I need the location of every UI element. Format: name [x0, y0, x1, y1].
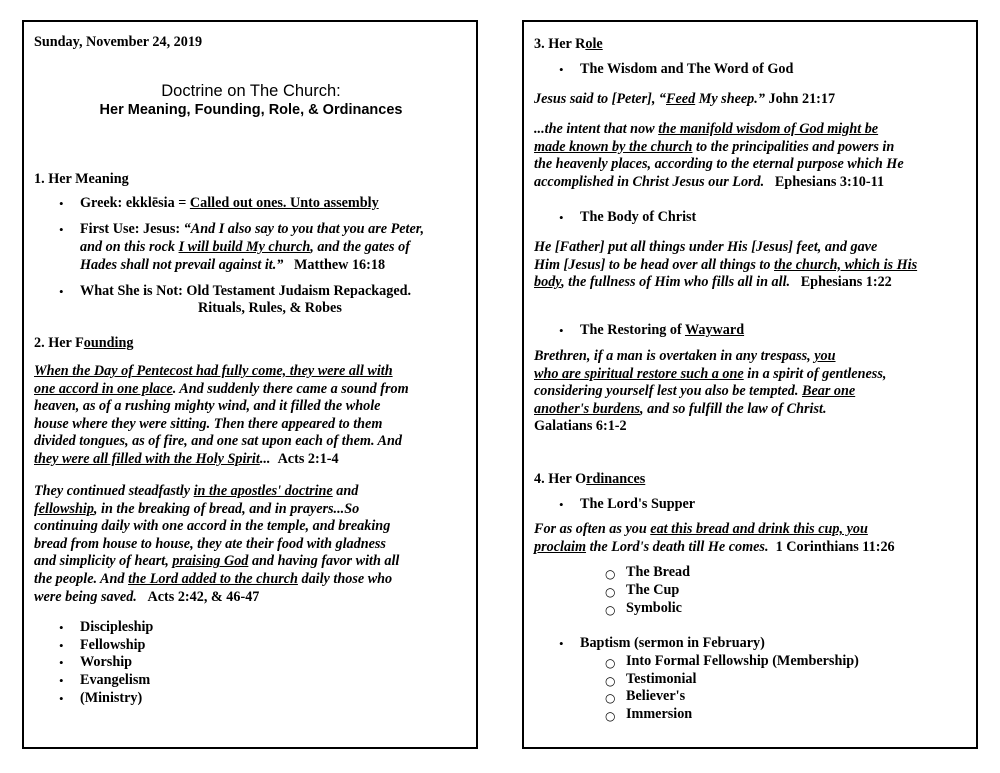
circle-bullet-icon: ○: [605, 674, 616, 688]
passage-line: they were all filled with the Holy Spirit... Acts 2:1-4: [34, 450, 339, 467]
first-use-line-2: and on this rock I will build My church, and the gates of: [80, 239, 410, 255]
supper-item: The Bread: [626, 564, 690, 580]
what-she-is-not: What She is Not: Old Testament Judaism Repackaged.: [80, 283, 412, 299]
passage-line: and simplicity of heart, praising God and having favor with all: [34, 553, 400, 570]
passage-line: Him [Jesus] to be head over all things to the church, which is His: [534, 256, 918, 273]
passage-line: divided tongues, as of fire, and one sat upon each of them. And: [34, 433, 402, 450]
ephesians-3-passage: [534, 121, 970, 191]
passage-line: When the Day of Pentecost had fully come, they were all with: [34, 363, 393, 379]
passage-line: fellowship, in the breaking of bread, and in prayers...So: [34, 500, 360, 517]
john-21-quote: Jesus said to [Peter], “Feed My sheep.” John 21:17: [534, 91, 836, 107]
passage-line: heaven, as of a rushing mighty wind, and it filled the whole: [34, 398, 381, 415]
passage-line: the heavenly places, according to the eternal purpose which He: [534, 156, 904, 173]
passage-line: the people. And the Lord added to the church daily those who: [34, 570, 393, 587]
first-use-line-1: First Use: Jesus: “And I also say to you that you are Peter,: [80, 221, 425, 237]
bullet-icon: •: [559, 497, 564, 512]
acts-2-passage: [34, 483, 470, 606]
passage-line: Brethren, if a man is overtaken in any trespass, you: [534, 348, 836, 364]
corinthians-11-passage: [534, 521, 970, 556]
passage-line: who are spiritual restore such a one in a spirit of gentleness,: [534, 365, 887, 382]
passage-line: For as often as you eat this bread and drink this cup, you: [534, 521, 868, 537]
passage-line: body, the fullness of Him who fills all in all. Ephesians 1:22: [534, 274, 892, 291]
what-she-is-not-detail: Rituals, Rules, & Robes: [198, 300, 342, 316]
bullet-icon: •: [559, 210, 564, 225]
ordinances-heading: 4. Her Ordinances: [534, 471, 646, 487]
lords-supper: The Lord's Supper: [580, 496, 696, 512]
galatians-6-passage: [534, 348, 970, 436]
bullet-icon: •: [559, 62, 564, 77]
meaning-heading: 1. Her Meaning: [34, 171, 129, 187]
bullet-icon: •: [59, 196, 64, 211]
left-page-panel: [22, 20, 478, 749]
role-body-of-christ: The Body of Christ: [580, 209, 697, 225]
list-item: Evangelism: [80, 672, 151, 688]
bullet-icon: •: [559, 636, 564, 651]
bullet-icon: •: [59, 284, 64, 299]
circle-bullet-icon: ○: [605, 603, 616, 617]
right-page-content: [534, 22, 968, 747]
bullet-icon: •: [59, 638, 64, 653]
passage-line: one accord in one place. And suddenly there came a sound from: [34, 380, 409, 397]
baptism-item: Into Formal Fellowship (Membership): [626, 653, 859, 669]
passage-line: bread from house to house, they ate their food with gladness: [34, 535, 386, 552]
founding-heading: 2. Her Founding: [34, 335, 134, 351]
bullet-icon: •: [59, 620, 64, 635]
passage-line: another's burdens, and so fulfill the law of Christ.: [534, 400, 827, 417]
passage-line: house where they were sitting. Then there appeared to them: [34, 415, 383, 432]
passage-line: They continued steadfastly in the apostles' doctrine and: [34, 483, 359, 499]
passage-line: ...the intent that now the manifold wisdom of God might be: [534, 121, 879, 137]
passage-reference: Galatians 6:1-2: [534, 418, 627, 435]
role-restoring-wayward: The Restoring of Wayward: [580, 322, 745, 338]
passage-line: made known by the church to the principalities and powers in: [534, 138, 895, 155]
baptism-item: Immersion: [626, 706, 693, 722]
role-wisdom-word: The Wisdom and The Word of God: [580, 61, 794, 77]
list-item: Worship: [80, 654, 133, 670]
supper-item: Symbolic: [626, 600, 682, 616]
pentecost-passage: [34, 363, 470, 469]
passage-line: proclaim the Lord's death till He comes. 1 Corinthians 11:26: [534, 538, 895, 555]
circle-bullet-icon: ○: [605, 567, 616, 581]
circle-bullet-icon: ○: [605, 656, 616, 670]
bullet-icon: •: [59, 673, 64, 688]
page-subtitle: Her Meaning, Founding, Role, & Ordinances: [99, 102, 403, 118]
circle-bullet-icon: ○: [605, 691, 616, 705]
left-page-content: [34, 22, 468, 747]
circle-bullet-icon: ○: [605, 585, 616, 599]
list-item: Discipleship: [80, 619, 154, 635]
circle-bullet-icon: ○: [605, 709, 616, 723]
baptism-item: Testimonial: [626, 671, 697, 687]
passage-line: continuing daily with one accord in the temple, and breaking: [34, 518, 391, 535]
greek-meaning: Greek: ekklēsia = Called out ones. Unto assembly: [80, 195, 379, 211]
first-use-line-3: Hades shall not prevail against it.” Matthew 16:18: [80, 257, 386, 273]
role-heading: 3. Her Role: [534, 36, 603, 52]
list-item: Fellowship: [80, 637, 146, 653]
bulletin-date: Sunday, November 24, 2019: [34, 34, 203, 50]
passage-line: were being saved. Acts 2:42, & 46-47: [34, 588, 260, 605]
baptism-item: Believer's: [626, 688, 686, 704]
right-page-panel: [522, 20, 978, 749]
ephesians-1-passage: [534, 239, 970, 292]
baptism: Baptism (sermon in February): [580, 635, 765, 651]
passage-line: considering yourself lest you also be tempted. Bear one: [534, 383, 856, 400]
bullet-icon: •: [59, 655, 64, 670]
bullet-icon: •: [559, 323, 564, 338]
supper-item: The Cup: [626, 582, 680, 598]
page-title: Doctrine on The Church:: [161, 82, 341, 100]
list-item: (Ministry): [80, 690, 143, 706]
bullet-icon: •: [59, 691, 64, 706]
passage-line: accomplished in Christ Jesus our Lord. Ephesians 3:10-11: [534, 173, 885, 190]
bullet-icon: •: [59, 222, 64, 237]
passage-line: He [Father] put all things under His [Jesus] feet, and gave: [534, 239, 878, 255]
